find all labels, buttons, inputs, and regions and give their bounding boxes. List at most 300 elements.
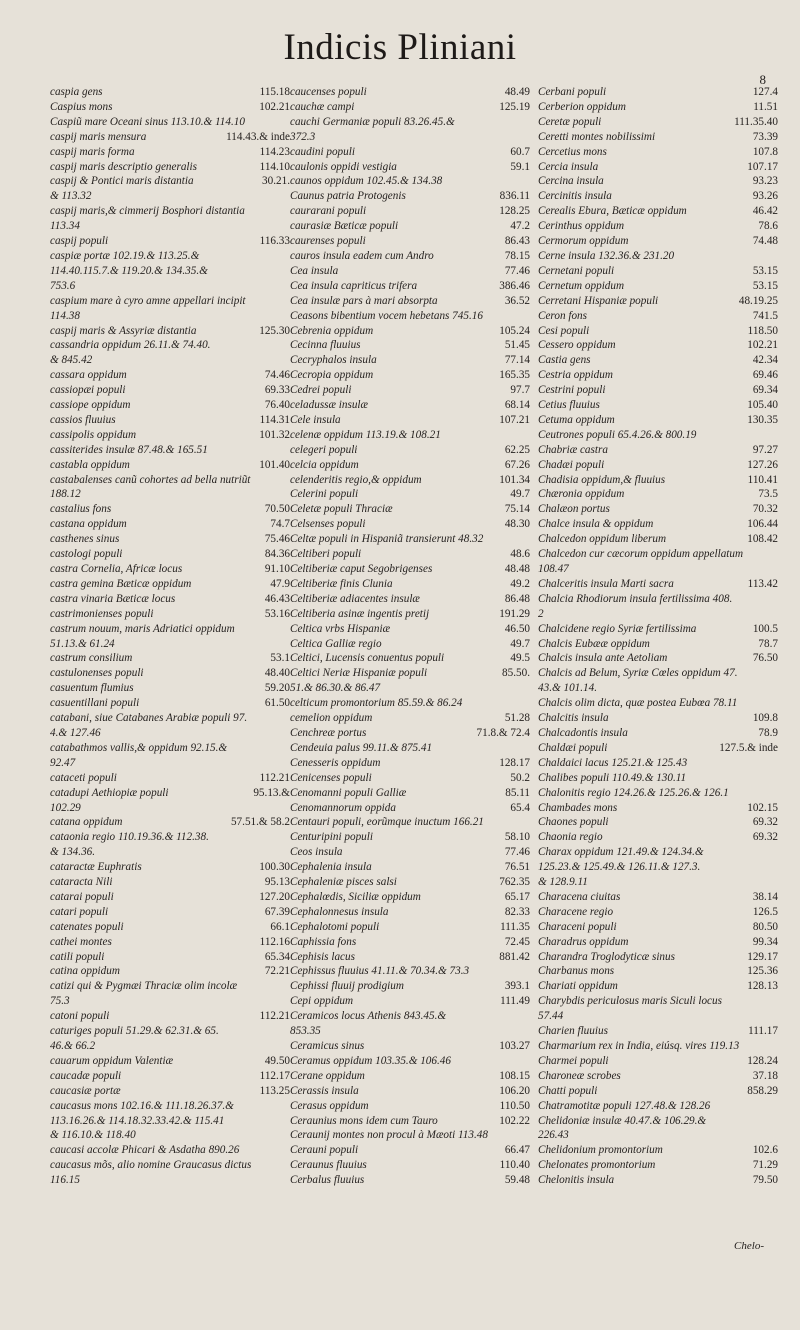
index-entry: [290, 994, 530, 1009]
entry-reference: 110.50: [499, 1099, 530, 1112]
entry-reference: 48.19.25: [738, 294, 778, 307]
index-entry: [50, 502, 290, 517]
index-entry: [50, 1069, 290, 1084]
entry-name: catenates populi: [50, 920, 124, 933]
index-entry: [538, 815, 778, 830]
entry-reference: 84.36: [264, 548, 290, 561]
entry-reference: 36.52: [504, 294, 530, 307]
entry-name: Ceramicus sinus: [290, 1040, 365, 1052]
index-entry: [538, 1024, 778, 1039]
entry-reference: 59.20: [264, 682, 290, 695]
index-entry: [290, 1069, 530, 1084]
entry-name: Chalcedon cur cæcorum oppidum appellatum: [538, 548, 744, 561]
index-entry: [290, 547, 530, 562]
index-entry: [50, 741, 290, 756]
entry-name: Cerbalus fluuius: [290, 1174, 365, 1187]
entry-name: 226.43: [538, 1129, 569, 1142]
entry-name: 372.3: [290, 130, 316, 143]
entry-name: castulonenses populi: [50, 667, 144, 680]
index-entry: [290, 249, 530, 264]
index-entry: [50, 473, 290, 488]
entry-reference: 65.34: [264, 950, 290, 963]
entry-name: Chambades mons: [538, 801, 618, 814]
index-entry: [538, 115, 778, 130]
entry-name: catili populi: [50, 950, 105, 963]
index-entry: [290, 1114, 530, 1129]
entry-name: Cephisis lacus: [290, 950, 355, 963]
entry-name: Cendeuia palus 99.11.& 875.41: [290, 741, 433, 754]
entry-reference: 65.4: [510, 801, 530, 814]
index-entry: [290, 219, 530, 234]
index-entry: [538, 964, 778, 979]
index-entry: [290, 562, 530, 577]
index-entry: [290, 1143, 530, 1158]
index-entry: [290, 726, 530, 741]
index-entry: [50, 756, 290, 771]
index-entry: [290, 905, 530, 920]
index-column-1: [50, 85, 290, 1188]
index-entry: [538, 309, 778, 324]
entry-reference: 115.18: [259, 86, 290, 98]
index-entry: [538, 920, 778, 935]
entry-reference: 61.50: [264, 697, 290, 710]
index-entry: [50, 726, 290, 741]
index-entry: [538, 368, 778, 383]
entry-name: Cea insulæ pars à mari absorpta: [290, 294, 438, 307]
entry-reference: 102.15: [747, 801, 778, 814]
index-entry: [290, 890, 530, 905]
entry-name: castalius fons: [50, 503, 112, 516]
index-entry: [50, 1128, 290, 1143]
entry-name: Charybdis periculosus maris Siculi locus: [538, 995, 722, 1008]
index-entry: [538, 875, 778, 890]
index-entry: [50, 964, 290, 979]
index-entry: [538, 219, 778, 234]
entry-name: castra vinaria Bæticæ locus: [50, 592, 176, 605]
entry-reference: 59.48: [504, 1174, 530, 1187]
entry-name: caunos oppidum 102.45.& 134.38: [290, 175, 443, 188]
entry-name: Cerbani populi: [538, 86, 607, 98]
entry-reference: 79.50: [752, 1174, 778, 1187]
index-entry: [290, 517, 530, 532]
index-entry: [290, 264, 530, 279]
entry-reference: 101.32: [259, 428, 290, 441]
entry-name: 4.& 127.46: [50, 726, 101, 739]
index-entry: [538, 592, 778, 607]
index-entry: [538, 502, 778, 517]
entry-reference: 111.35: [500, 920, 530, 933]
entry-reference: 69.32: [752, 831, 778, 844]
entry-reference: 165.35: [499, 369, 530, 382]
entry-name: caspium mare à cyro amne appellari incipit: [50, 294, 246, 307]
index-entry: [50, 487, 290, 502]
entry-name: Cecryphalos insula: [290, 354, 377, 367]
index-entry: [538, 651, 778, 666]
index-entry: [538, 383, 778, 398]
index-entry: [290, 935, 530, 950]
entry-name: Chalæon portus: [538, 503, 610, 516]
entry-name: Chalceritis insula Marti sacra: [538, 577, 674, 590]
index-entry: [50, 324, 290, 339]
entry-name: 188.12: [50, 488, 81, 501]
entry-name: 853.35: [290, 1025, 321, 1038]
entry-name: caspij maris & Assyriæ distantia: [50, 324, 197, 337]
index-entry: [290, 801, 530, 816]
index-entry: [290, 398, 530, 413]
entry-reference: 62.25: [504, 443, 530, 456]
entry-name: Chalcidene regio Syriæ fertilissima: [538, 622, 697, 635]
entry-reference: 69.34: [752, 384, 778, 397]
index-entry: [290, 353, 530, 368]
entry-reference: 762.35: [499, 876, 530, 889]
entry-reference: 76.50: [752, 652, 778, 665]
index-entry: [50, 592, 290, 607]
index-entry: [538, 264, 778, 279]
entry-reference: 77.14: [504, 354, 530, 367]
index-entry: [538, 801, 778, 816]
entry-reference: 85.11: [505, 786, 530, 799]
index-entry: [50, 666, 290, 681]
entry-name: & 134.36.: [50, 846, 96, 859]
index-entry: [290, 338, 530, 353]
index-entry: [50, 130, 290, 145]
entry-reference: 100.30: [259, 861, 290, 874]
index-entry: [50, 711, 290, 726]
index-entry: [538, 726, 778, 741]
entry-name: castra Cornelia, Africæ locus: [50, 563, 183, 575]
entry-reference: 111.49: [500, 995, 530, 1008]
entry-name: Ceron fons: [538, 309, 587, 322]
entry-name: Cenicenses populi: [290, 771, 372, 784]
entry-name: catoni populi: [50, 1010, 110, 1023]
entry-name: Chatramotitæ populi 127.48.& 128.26: [538, 1099, 711, 1112]
index-entry: [538, 860, 778, 875]
index-entry: [538, 234, 778, 249]
index-entry: [538, 398, 778, 413]
index-entry: [50, 1099, 290, 1114]
entry-name: Celsenses populi: [290, 518, 366, 531]
entry-name: catari populi: [50, 905, 109, 918]
entry-reference: 85.50.: [502, 667, 530, 680]
entry-name: 113.34: [50, 220, 80, 233]
entry-reference: 68.14: [504, 399, 530, 412]
entry-name: Charandra Troglodyticæ sinus: [538, 950, 675, 963]
entry-reference: 127.26: [747, 458, 778, 471]
entry-name: Celerini populi: [290, 488, 359, 501]
index-entry: [538, 1009, 778, 1024]
index-entry: [50, 905, 290, 920]
entry-reference: 59.1: [510, 160, 530, 173]
entry-name: caspij populi: [50, 235, 109, 248]
entry-name: 43.& 101.14.: [538, 682, 598, 695]
index-entry: [290, 622, 530, 637]
entry-reference: 112.16: [259, 935, 290, 948]
entry-reference: 67.39: [264, 905, 290, 918]
entry-name: Cerne insula 132.36.& 231.20: [538, 249, 675, 262]
entry-name: Celtiberiæ caput Segobrigenses: [290, 563, 433, 575]
entry-reference: 66.47: [504, 1144, 530, 1157]
index-entry: [50, 547, 290, 562]
entry-name: caspij maris mensura: [50, 130, 147, 143]
entry-reference: 78.7: [758, 637, 778, 650]
entry-name: castrum consilium: [50, 652, 133, 665]
entry-name: Charbanus mons: [538, 965, 615, 978]
index-entry: [50, 890, 290, 905]
index-entry: [538, 413, 778, 428]
entry-name: Chalcis insula ante Aetoliam: [538, 652, 668, 665]
entry-name: cauarum oppidum Valentiæ: [50, 1054, 174, 1067]
entry-name: caudini populi: [290, 145, 355, 158]
entry-reference: 49.7: [510, 488, 530, 501]
entry-reference: 51.28: [504, 712, 530, 725]
entry-name: caspij maris descriptio generalis: [50, 160, 197, 173]
entry-name: Charmarium rex in India, eiúsq. vires 119.13: [538, 1040, 740, 1052]
index-entry: [538, 547, 778, 562]
entry-reference: 881.42: [499, 950, 530, 963]
entry-name: Celtiberiæ adiacentes insulæ: [290, 592, 420, 605]
entry-reference: 95.13: [264, 876, 290, 889]
entry-name: cassiopæi populi: [50, 384, 126, 397]
index-entry: [290, 979, 530, 994]
entry-reference: 66.1: [270, 920, 290, 933]
index-entry: [538, 905, 778, 920]
entry-name: & 845.42: [50, 354, 93, 367]
index-entry: [50, 607, 290, 622]
index-entry: [290, 130, 530, 145]
entry-reference: 73.39: [752, 130, 778, 143]
entry-reference: 48.30: [504, 518, 530, 531]
entry-name: caucasi accolæ Phicari & Asdatha 890.26: [50, 1144, 240, 1157]
index-entry: [50, 845, 290, 860]
entry-name: Cephalœdis, Siciliæ oppidum: [290, 890, 421, 903]
entry-name: Celtici, Lucensis conuentus populi: [290, 652, 445, 665]
entry-reference: 105.40: [747, 399, 778, 412]
entry-name: Cercetius mons: [538, 145, 607, 158]
entry-name: Chalcia Rhodiorum insula fertilissima 408.: [538, 592, 733, 605]
entry-name: Centauri populi, eorũmque inuctum 166.21: [290, 816, 484, 829]
entry-reference: 60.7: [510, 145, 530, 158]
entry-name: caucadæ populi: [50, 1069, 122, 1082]
index-entry: [290, 592, 530, 607]
index-entry: [50, 115, 290, 130]
entry-reference: 78.15: [504, 249, 530, 262]
entry-reference: 105.24: [499, 324, 530, 337]
index-entry: [50, 383, 290, 398]
index-entry: [50, 651, 290, 666]
entry-name: Chadæi populi: [538, 458, 605, 471]
entry-reference: 106.44: [747, 518, 778, 531]
entry-reference: 70.32: [752, 503, 778, 516]
index-entry: [538, 160, 778, 175]
entry-name: Chaones populi: [538, 816, 609, 829]
entry-name: Characeni populi: [538, 920, 617, 933]
index-entry: [290, 1158, 530, 1173]
index-entry: [538, 338, 778, 353]
entry-name: Ceos insula: [290, 846, 343, 859]
index-entry: [538, 1158, 778, 1173]
entry-name: Cernetani populi: [538, 264, 615, 277]
entry-reference: 128.13: [747, 980, 778, 993]
entry-reference: 48.40: [264, 667, 290, 680]
index-entry: [50, 85, 290, 100]
index-entry: [290, 950, 530, 965]
index-entry: [50, 696, 290, 711]
entry-reference: 48.48: [504, 563, 530, 575]
entry-reference: 101.34: [499, 473, 530, 486]
index-entry: [50, 681, 290, 696]
index-entry: [538, 473, 778, 488]
entry-reference: 191.29: [499, 607, 530, 620]
entry-reference: 78.6: [758, 220, 778, 233]
index-entry: [50, 562, 290, 577]
entry-name: Cerealis Ebura, Bæticæ oppidum: [538, 205, 687, 218]
entry-name: Charmei populi: [538, 1054, 609, 1067]
entry-name: caucasus mõs, alio nomine Graucasus dictus: [50, 1159, 252, 1172]
entry-name: Cepi oppidum: [290, 995, 354, 1008]
entry-reference: 47.2: [510, 220, 530, 233]
index-entry: [290, 741, 530, 756]
index-entry: [290, 607, 530, 622]
index-entry: [290, 443, 530, 458]
index-entry: [50, 368, 290, 383]
entry-name: 57.44: [538, 1010, 564, 1023]
index-entry: [538, 353, 778, 368]
index-entry: [50, 771, 290, 786]
entry-name: Cerretani Hispaniæ populi: [538, 294, 659, 307]
entry-name: Cebrenia oppidum: [290, 324, 374, 337]
index-entry: [50, 979, 290, 994]
index-entry: [538, 145, 778, 160]
index-entry: [538, 577, 778, 592]
index-entry: [290, 577, 530, 592]
entry-name: cemelion oppidum: [290, 712, 373, 725]
entry-reference: 74.7: [270, 518, 290, 531]
entry-name: Ceramus oppidum 103.35.& 106.46: [290, 1054, 451, 1067]
entry-name: Chalibes populi 110.49.& 130.11: [538, 771, 687, 784]
entry-name: Cetius fluuius: [538, 399, 600, 412]
entry-name: caucenses populi: [290, 86, 367, 98]
entry-reference: 48.6: [510, 548, 530, 561]
index-entry: [290, 279, 530, 294]
entry-name: Cenchreæ portus: [290, 726, 367, 739]
entry-name: castrimonienses populi: [50, 607, 154, 620]
index-entry: [290, 383, 530, 398]
entry-name: celticum promontorium 85.59.& 86.24: [290, 697, 463, 710]
entry-reference: 127.20: [259, 890, 290, 903]
index-entry: [50, 1084, 290, 1099]
index-entry: [290, 532, 530, 547]
entry-reference: 75.46: [264, 533, 290, 546]
entry-name: Cenesseris oppidum: [290, 756, 381, 769]
entry-name: celenderitis regio,& oppidum: [290, 473, 422, 486]
entry-name: Ceraunus fluuius: [290, 1159, 367, 1172]
entry-reference: 107.17: [747, 160, 778, 173]
index-entry: [290, 666, 530, 681]
entry-name: Chelidoniæ insulæ 40.47.& 106.29.&: [538, 1114, 707, 1127]
entry-name: Chelonitis insula: [538, 1174, 615, 1187]
index-entry: [538, 1114, 778, 1129]
entry-name: castrum nouum, maris Adriatici oppidum: [50, 622, 235, 635]
index-entry: [538, 637, 778, 652]
entry-name: 753.6: [50, 279, 76, 292]
entry-name: casuentum flumius: [50, 682, 134, 695]
entry-name: cassandria oppidum 26.11.& 74.40.: [50, 339, 211, 352]
entry-reference: 49.5: [510, 652, 530, 665]
entry-name: Charadrus oppidum: [538, 935, 629, 948]
entry-reference: 113.42: [747, 577, 778, 590]
entry-name: cathei montes: [50, 935, 112, 948]
entry-reference: 77.46: [504, 846, 530, 859]
entry-reference: 129.17: [747, 950, 778, 963]
entry-name: Charoneæ scrobes: [538, 1069, 621, 1082]
index-entry: [50, 1158, 290, 1173]
entry-reference: 100.5: [752, 622, 778, 635]
index-entry: [538, 458, 778, 473]
entry-name: Chalcis Eubææ oppidum: [538, 637, 650, 650]
entry-name: Cedrei populi: [290, 384, 352, 397]
entry-reference: 73.5: [758, 488, 778, 501]
entry-reference: 49.2: [510, 577, 530, 590]
entry-reference: 65.17: [504, 890, 530, 903]
index-entry: [290, 115, 530, 130]
entry-name: catina oppidum: [50, 965, 120, 978]
entry-name: 92.47: [50, 756, 76, 769]
entry-name: cassara oppidum: [50, 369, 127, 382]
index-entry: [290, 1173, 530, 1188]
entry-reference: 386.46: [499, 279, 530, 292]
entry-name: Characena ciuitas: [538, 890, 621, 903]
index-entry: [538, 324, 778, 339]
index-entry: [538, 443, 778, 458]
entry-name: Ceretæ populi: [538, 115, 602, 128]
entry-name: celenæ oppidum 113.19.& 108.21: [290, 428, 441, 441]
entry-name: Cerberion oppidum: [538, 100, 626, 113]
index-entry: [538, 890, 778, 905]
index-entry: [50, 577, 290, 592]
index-entry: [538, 845, 778, 860]
entry-reference: 53.16: [264, 607, 290, 620]
index-entry: [538, 294, 778, 309]
entry-reference: 78.9: [758, 726, 778, 739]
entry-reference: 127.4: [752, 86, 778, 98]
index-entry: [538, 741, 778, 756]
index-entry: [290, 189, 530, 204]
entry-reference: 108.15: [499, 1069, 530, 1082]
entry-name: Chalcis olim dicta, quæ postea Eubœa 78.11: [538, 697, 738, 710]
entry-reference: 128.17: [499, 756, 530, 769]
entry-name: Caspiũ mare Oceani sinus 113.10.& 114.10: [50, 115, 245, 128]
entry-reference: 128.24: [747, 1054, 778, 1067]
index-column-2: [290, 85, 530, 1188]
index-entry: [290, 681, 530, 696]
index-entry: [290, 1084, 530, 1099]
index-entry: [50, 801, 290, 816]
entry-name: castologi populi: [50, 548, 123, 561]
entry-name: castabla oppidum: [50, 458, 130, 471]
entry-reference: 102.21: [259, 100, 290, 113]
index-entry: [290, 234, 530, 249]
entry-name: Charien fluuius: [538, 1025, 608, 1038]
entry-name: Cerasus oppidum: [290, 1099, 369, 1112]
entry-name: Cerinthus oppidum: [538, 220, 625, 233]
index-entry: [290, 160, 530, 175]
index-entry: [538, 756, 778, 771]
entry-name: caspij maris forma: [50, 145, 135, 158]
index-entry: [50, 1173, 290, 1188]
entry-name: Chalcitis insula: [538, 712, 609, 725]
index-entry: [50, 428, 290, 443]
index-entry: [538, 1039, 778, 1054]
